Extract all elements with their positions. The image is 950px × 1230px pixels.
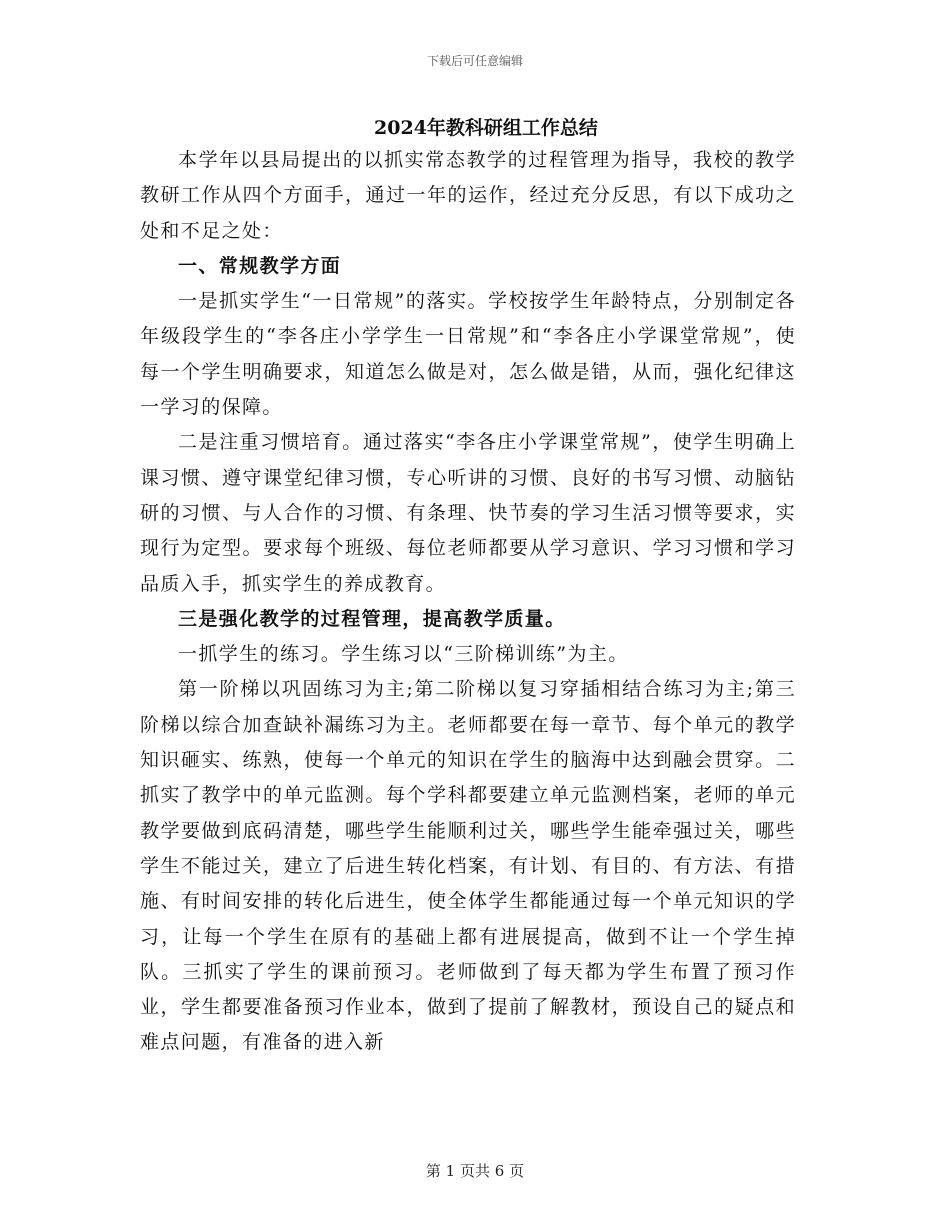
section-heading: 三是强化教学的过程管理，提高教学质量。 xyxy=(178,607,566,630)
document-title: 2024年教科研组工作总结 xyxy=(374,117,598,139)
body-paragraph: 一抓学生的练习。学生练习以“三阶梯训练”为主。 xyxy=(178,643,629,666)
paragraph-list xyxy=(140,143,796,1061)
document-body xyxy=(140,113,796,1061)
page-header: 下载后可任意编辑 xyxy=(426,54,523,68)
body-paragraph: 二是注重习惯培育。通过落实“李各庄小学课堂常规”，使学生明确上课习惯、遵守课堂纪律习惯，专心听讲的习惯、良好的书写习惯、动脑钻研的习惯、与人合作的习惯、有条理、快节奏的学习生活习惯等要求，实现行为定型。要求每个班级、每位老师都要从学习意识、学习习惯和学习品质入手，抓实学生的养成教育。 xyxy=(140,431,796,595)
body-paragraph: 本学年以县局提出的以抓实常态教学的过程管理为指导，我校的教学教研工作从四个方面手，通过一年的运作，经过充分反思，有以下成功之处和不足之处： xyxy=(140,149,796,242)
body-paragraph: 第一阶梯以巩固练习为主;第二阶梯以复习穿插相结合练习为主;第三阶梯以综合加查缺补漏练习为主。老师都要在每一章节、每个单元的教学知识砸实、练熟，使每一个单元的知识在学生的脑海中达到融会贯穿。二抓实了教学中的单元监测。每个学科都要建立单元监测档案，老师的单元教学要做到底码清楚，哪些学生能顺利过关，哪些学生能牵强过关，哪些学生不能过关，建立了后进生转化档案，有计划、有目的、有方法、有措施、有时间安排的转化后进生，使全体学生都能通过每一个单元知识的学习，让每一个学生在原有的基础上都有进展提高，做到不让一个学生掉队。三抓实了学生的课前预习。老师做到了每天都为学生布置了预习作业，学生都要准备预习作业本，做到了提前了解教材，预设自己的疑点和难点问题，有准备的进入新 xyxy=(140,678,796,1054)
body-paragraph: 一是抓实学生“一日常规”的落实。学校按学生年龄特点，分别制定各年级段学生的“李各庄小学学生一日常规”和“李各庄小学课堂常规”，使每一个学生明确要求，知道怎么做是对，怎么做是错，从而，强化纪律这一学习的保障。 xyxy=(140,290,796,419)
page-footer: 第 1 页共 6 页 xyxy=(425,1162,525,1180)
section-heading: 一、常规教学方面 xyxy=(178,254,342,277)
